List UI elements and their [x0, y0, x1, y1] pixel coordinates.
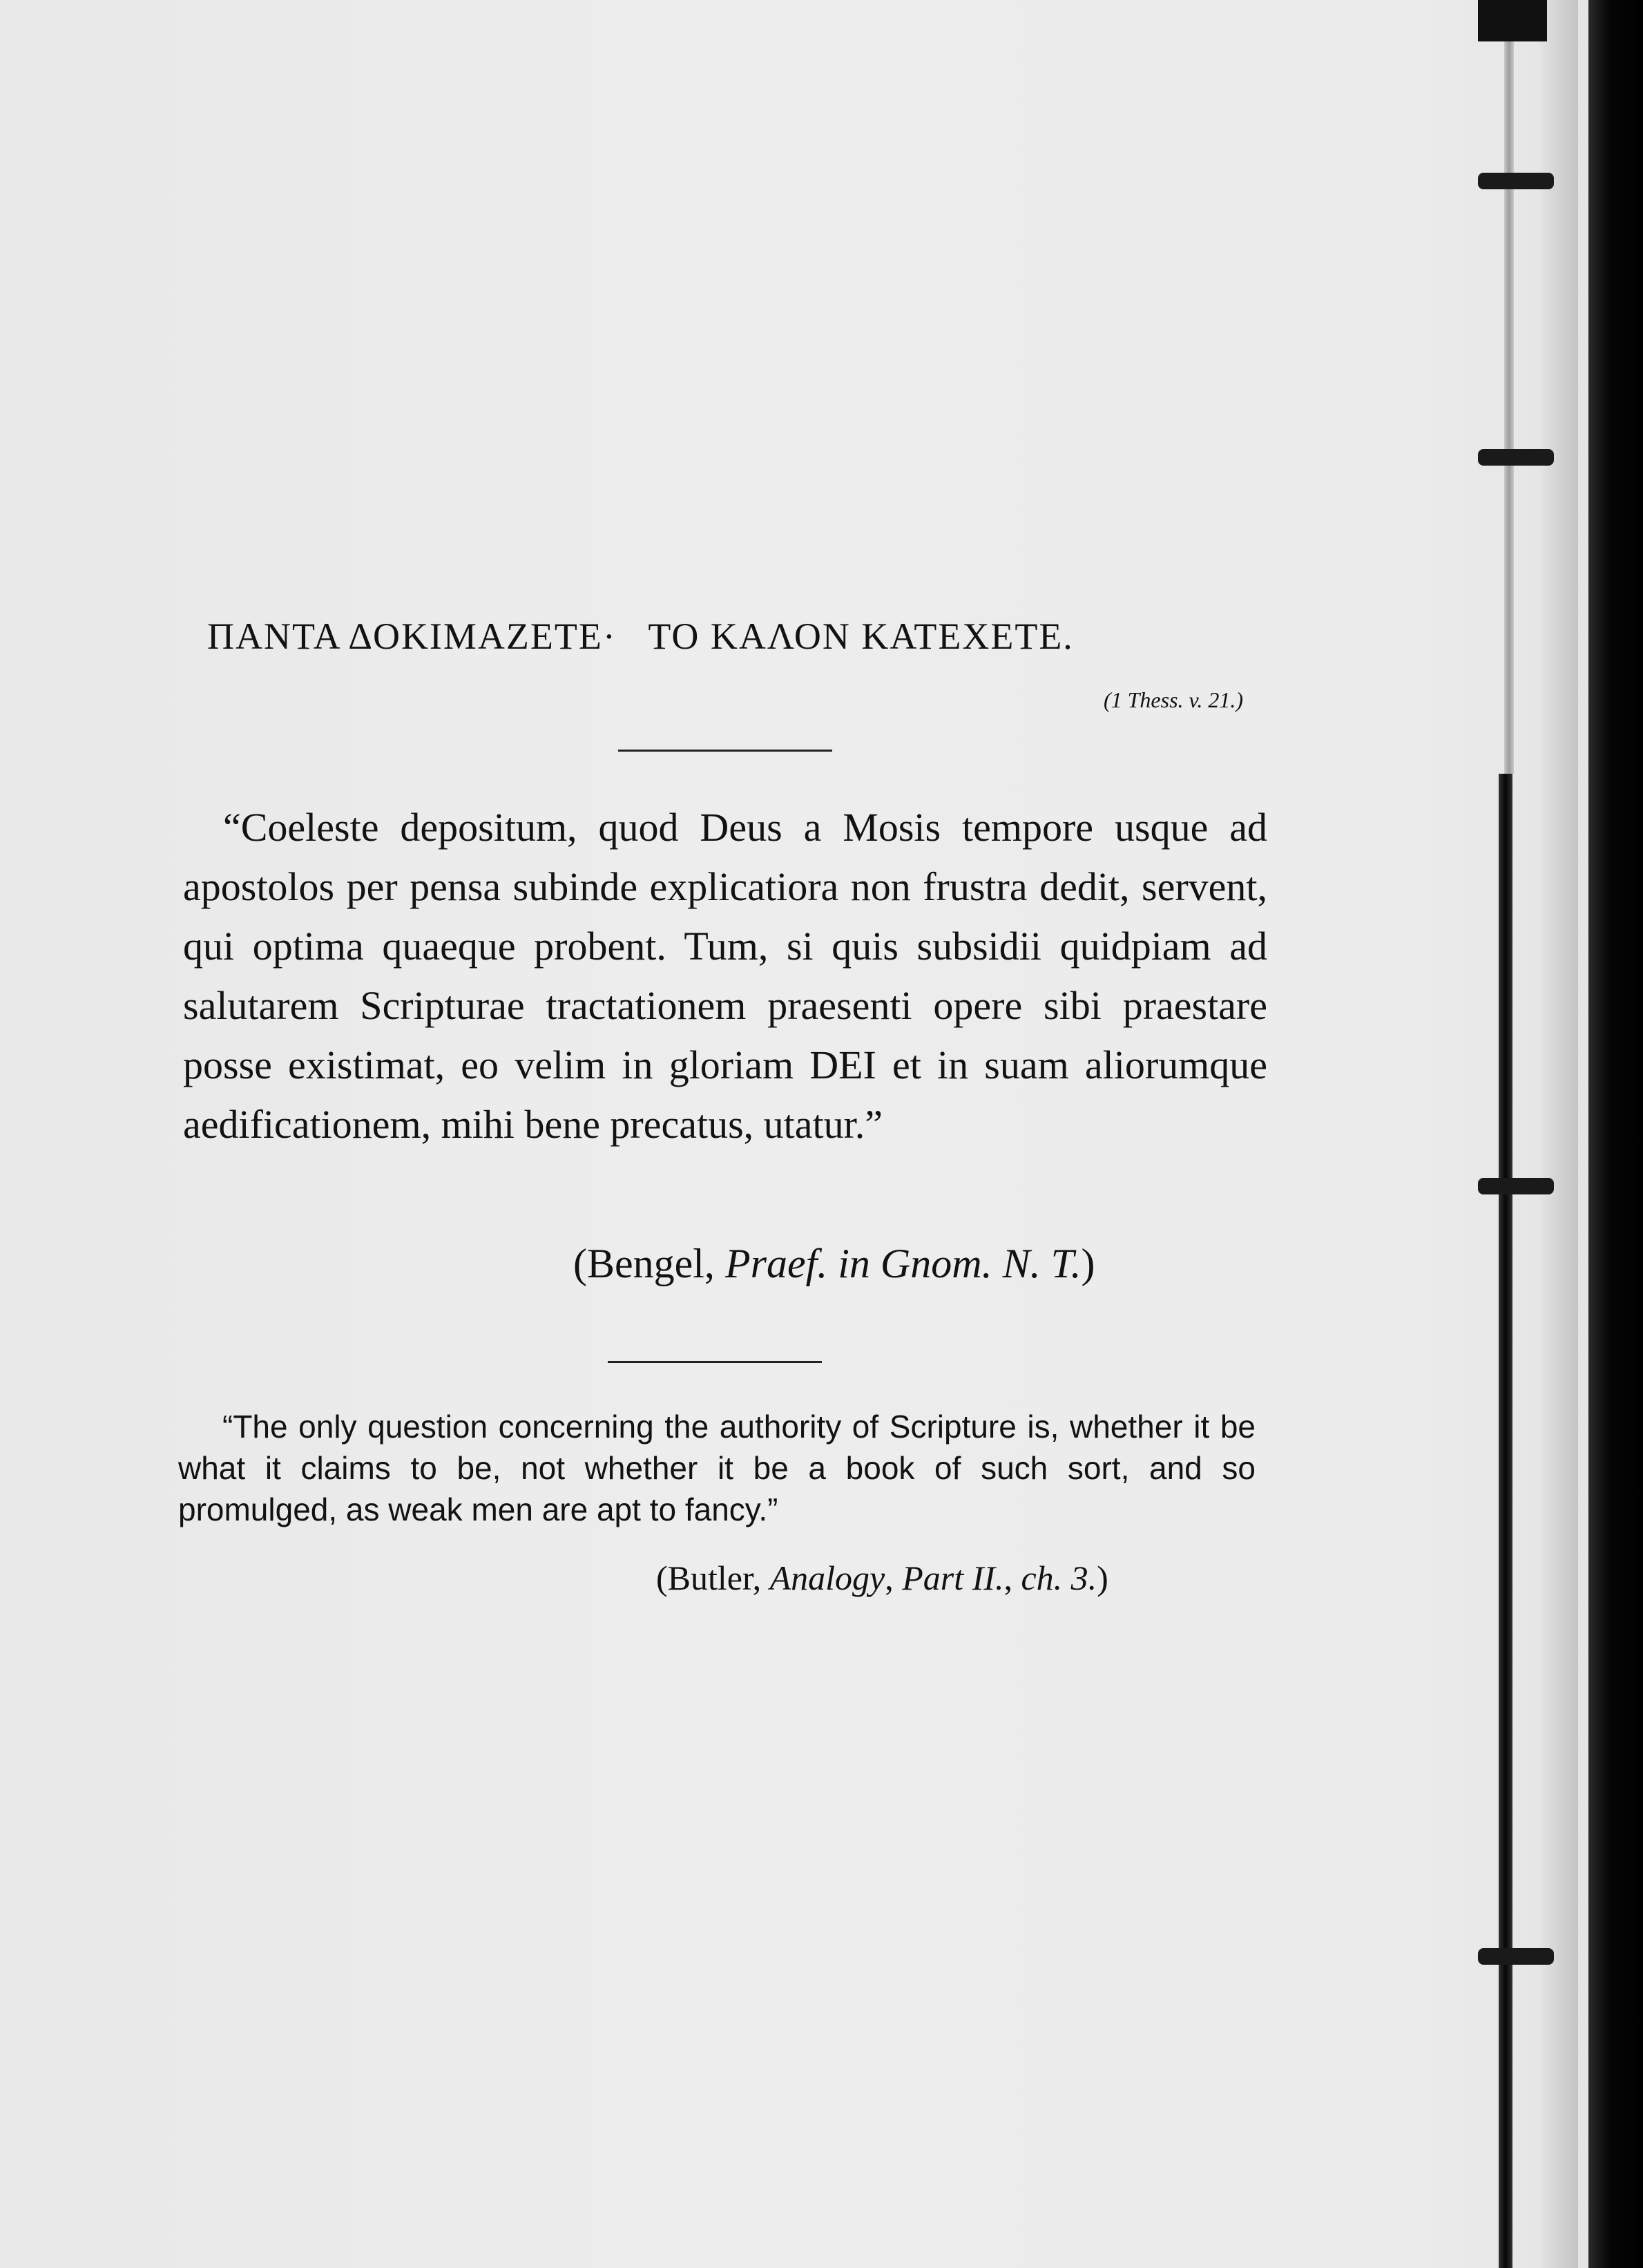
latin-quote: “Coeleste depositum, quod Deus a Mosis tempore usque ad apostolos per pensa subinde explicatiora non frustra dedit, servent, qui optima quaeque probent. Tum, si quis subsidii quidpiam ad salutarem Scripturae tractationem praesenti opere sibi praestare posse existimat, eo velim in gloriam DEI et in suam aliorumque aedificationem, mihi bene precatus, utatur.” — [183, 805, 1267, 1147]
binding-stitch — [1478, 1948, 1554, 1965]
citation-work: Praef. in Gnom. N. T. — [724, 1241, 1082, 1286]
binding-stitch — [1478, 1178, 1554, 1194]
greek-epigraph — [207, 615, 1257, 658]
binding-stitch — [1478, 449, 1554, 466]
english-quote-citation — [656, 1558, 1278, 1598]
citation-close: ) — [1081, 1241, 1095, 1286]
citation-author: (Butler, — [656, 1559, 770, 1597]
citation-part: Part II. — [902, 1559, 1004, 1597]
greek-epigraph-left: ΠΑΝΤΑ ΔΟΚΙΜΑΖΕΤΕ· — [207, 616, 617, 657]
citation-separator: , — [1003, 1559, 1021, 1597]
epigraph-reference: (1 Thess. v. 21.) — [1103, 687, 1243, 712]
english-quote: “The only question concerning the authority of Scripture is, whether it be what it claims to be, not whether it be a book of such sort, and so promulged, as weak men are apt to fancy.” — [178, 1409, 1256, 1527]
spine-upper — [1504, 0, 1514, 774]
citation-author: (Bengel, — [573, 1241, 725, 1286]
binding-stitch — [1478, 173, 1554, 189]
binding-edge — [1540, 0, 1578, 2268]
divider-rule — [608, 1361, 822, 1363]
greek-epigraph-right: ΤΟ ΚΑΛΟΝ ΚΑΤΕΧΕΤΕ. — [648, 616, 1074, 657]
citation-chapter: ch. 3. — [1021, 1559, 1097, 1597]
corner-shadow — [1478, 0, 1547, 41]
citation-separator: , — [885, 1559, 903, 1597]
citation-work: Analogy — [769, 1559, 885, 1597]
spine-lower — [1499, 774, 1512, 2268]
latin-quote-citation — [573, 1240, 1264, 1288]
divider-rule — [618, 750, 832, 752]
citation-close: ) — [1097, 1559, 1108, 1597]
binding-shadow — [1588, 0, 1643, 2268]
